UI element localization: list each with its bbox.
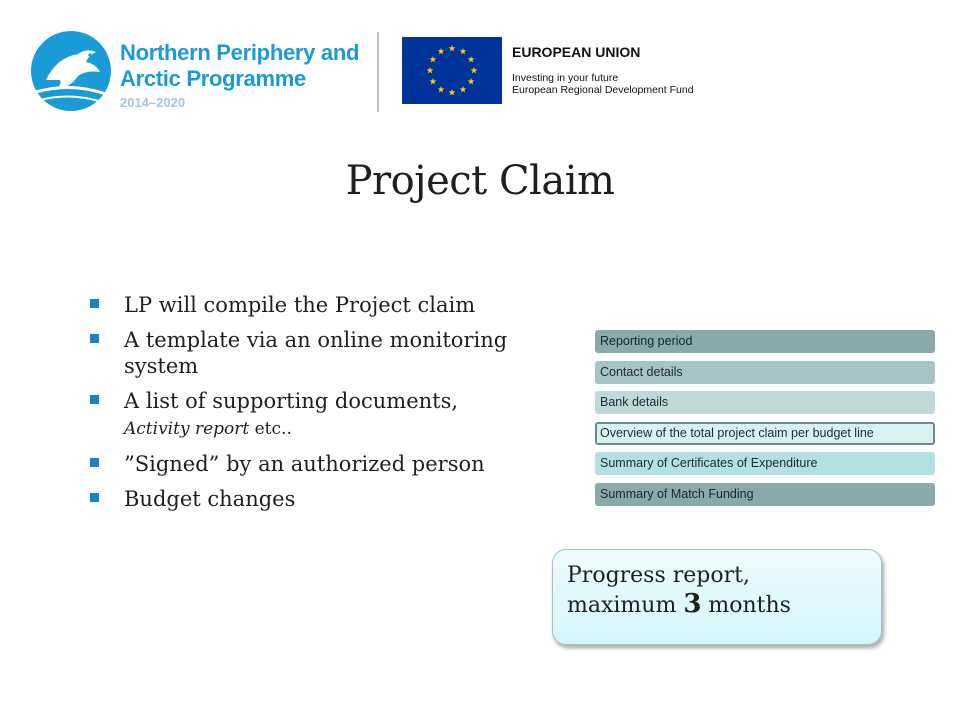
claim-section-overview: Overview of the total project claim per budget line	[595, 422, 935, 445]
square-bullet-icon	[90, 299, 99, 308]
bullet-text: A list of supporting documents,	[124, 389, 459, 413]
slide-header	[0, 0, 960, 140]
callout-line-2	[567, 590, 867, 620]
bullet-text: Budget changes	[124, 487, 296, 511]
bullet-text-tail: etc..	[249, 419, 292, 439]
bullet-text: LP will compile the Project claim	[124, 293, 476, 317]
bullet-text: A template via an online monitoring system	[124, 328, 508, 378]
claim-sections-list	[595, 330, 935, 513]
square-bullet-icon	[90, 458, 99, 467]
bullet-item	[90, 388, 560, 442]
claim-section-reporting-period: Reporting period	[595, 330, 935, 353]
bullet-list	[90, 292, 560, 521]
programme-logo-text	[120, 40, 359, 112]
bullet-item	[90, 327, 560, 379]
bullet-item	[90, 451, 560, 477]
callout-text-post: months	[701, 593, 791, 618]
claim-section-match-funding: Summary of Match Funding	[595, 483, 935, 506]
bullet-text-italic: Activity report	[124, 419, 250, 439]
square-bullet-icon	[90, 493, 99, 502]
programme-name-line2: Arctic Programme	[120, 66, 306, 91]
callout-text-pre: maximum	[567, 593, 684, 618]
bullet-item	[90, 486, 560, 512]
square-bullet-icon	[90, 395, 99, 404]
programme-name-line1: Northern Periphery and	[120, 40, 360, 65]
callout-line-1: Progress report,	[567, 563, 750, 588]
claim-section-contact-details: Contact details	[595, 361, 935, 384]
bullet-item	[90, 292, 560, 318]
claim-section-bank-details: Bank details	[595, 391, 935, 414]
callout-number: 3	[683, 589, 702, 619]
slide-title: Project Claim	[345, 158, 615, 204]
eu-logo-text	[512, 44, 694, 96]
eu-title: EUROPEAN UNION	[512, 44, 641, 60]
eu-flag-icon	[402, 37, 502, 104]
eu-subtitle-2: European Regional Development Fund	[512, 84, 694, 96]
logo-divider	[377, 32, 379, 112]
dove-globe-icon	[26, 30, 116, 112]
eu-subtitle-1: Investing in your future	[512, 72, 619, 84]
square-bullet-icon	[90, 334, 99, 343]
bullet-text: ”Signed” by an authorized person	[124, 452, 485, 476]
progress-report-callout	[552, 549, 882, 645]
programme-years: 2014–2020	[120, 95, 186, 110]
claim-section-certificates: Summary of Certificates of Expenditure	[595, 452, 935, 475]
